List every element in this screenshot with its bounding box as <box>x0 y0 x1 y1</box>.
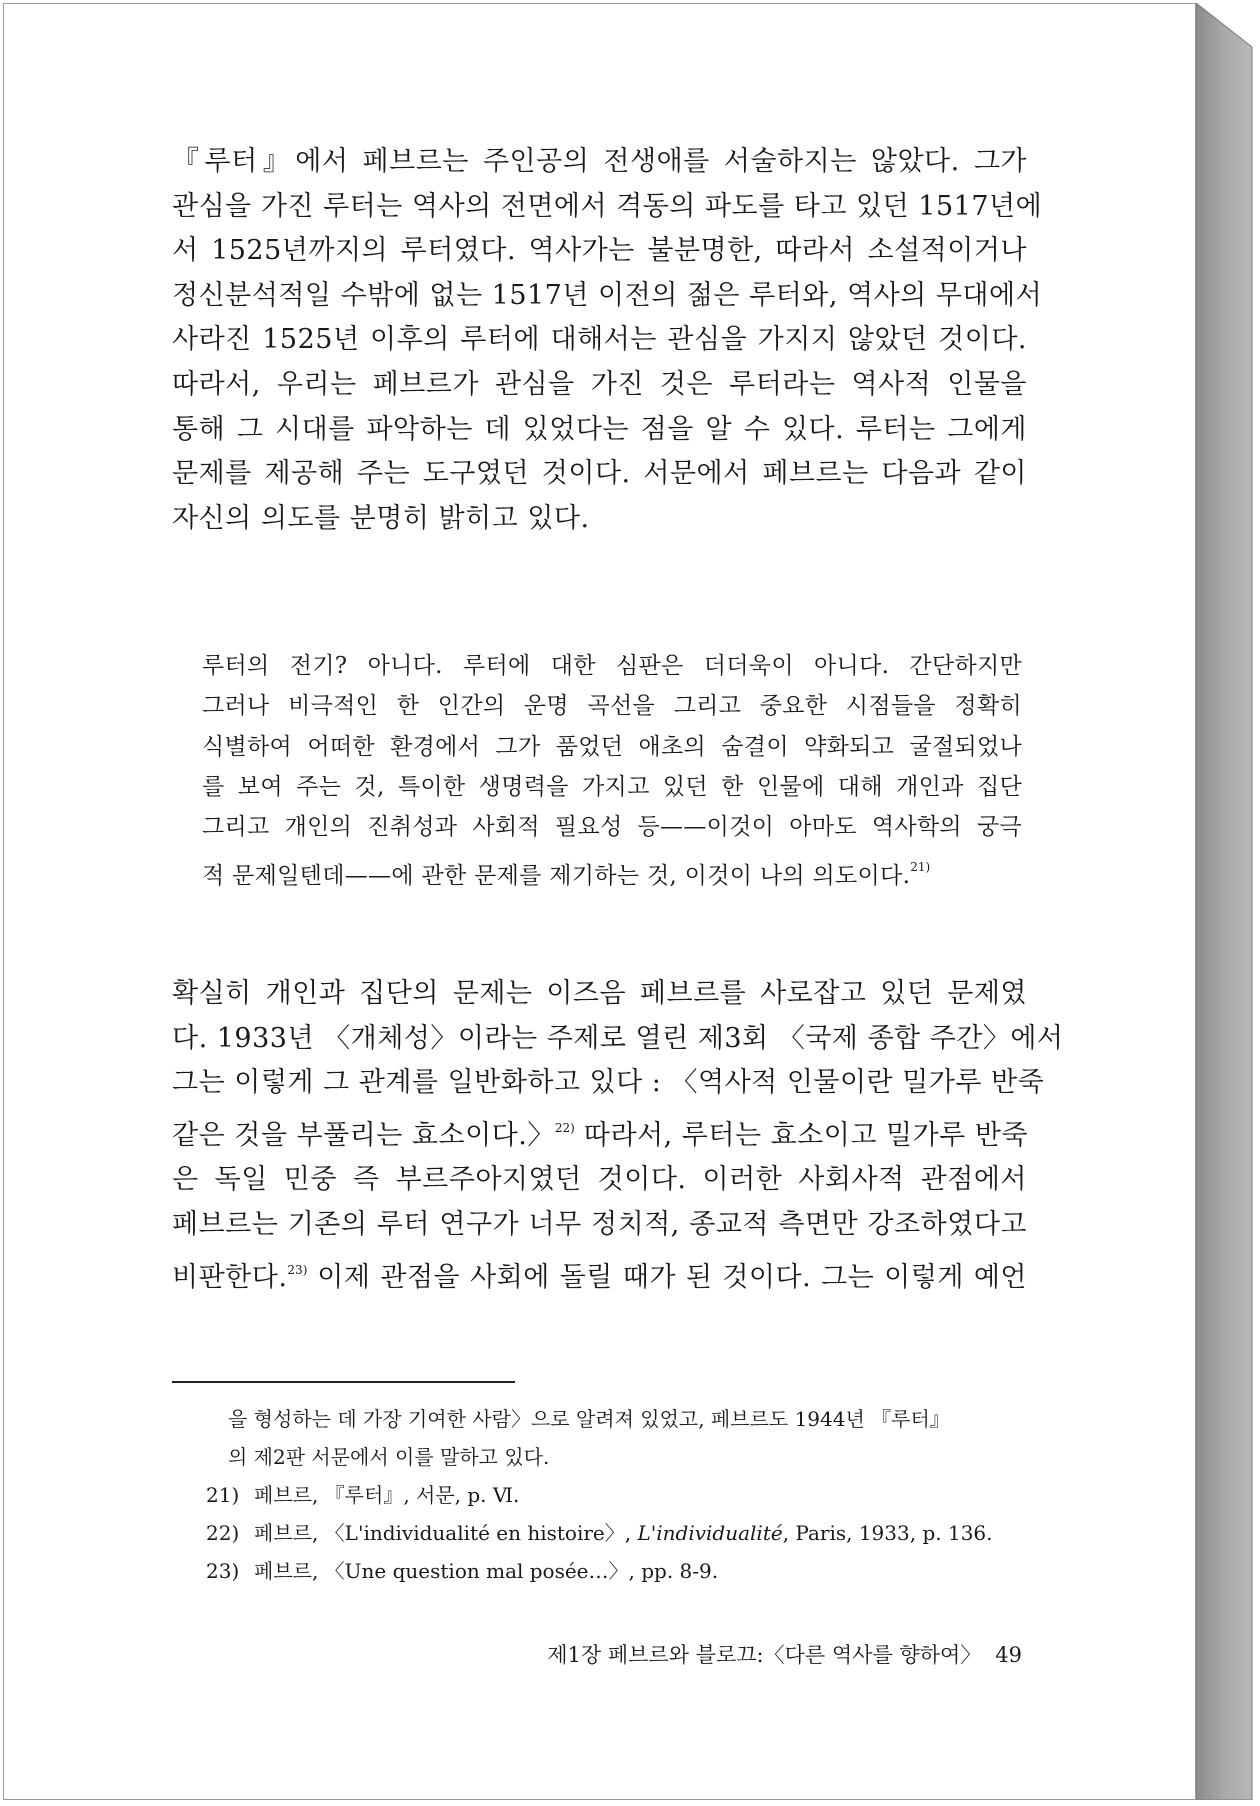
quote-line: 루터의 전기? 아니다. 루터에 대한 심판은 더더욱이 아니다. 간단하지만 <box>202 653 1022 679</box>
footnote-divider <box>172 1381 515 1383</box>
quote-line-text: 적 문제일텐데——에 관한 문제를 제기하는 것, 이것이 나의 의도이다. <box>202 863 911 890</box>
quote-line: 그리고 개인의 진취성과 사회적 필요성 등——이것이 아마도 역사학의 궁극 <box>202 814 1022 841</box>
book-page-edge <box>1196 3 1256 1800</box>
footnote-ref-22: 22) <box>554 1120 575 1135</box>
text-line <box>172 1248 1027 1301</box>
footnotes <box>206 1400 1026 1590</box>
footnote-text: 페브르, 『루터』, 서문, p. Ⅵ. <box>254 1483 520 1507</box>
footnote-21 <box>206 1476 1026 1514</box>
quote-line-last <box>202 847 1022 896</box>
text-line: 페브르는 기존의 루터 연구가 너무 정치적, 종교적 측면만 강조하였다고 <box>172 1208 1027 1240</box>
text-segment: 같은 것을 부풀리는 효소이다.〉 <box>172 1119 555 1151</box>
footnote-ref-21: 21) <box>910 860 931 875</box>
body-paragraph-1 <box>172 140 1043 541</box>
text-line: 자신의 의도를 분명히 밝히고 있다. <box>172 502 590 534</box>
text-line: 『루터』에서 페브르는 주인공의 전생애를 서술하지는 않았다. 그가 <box>172 146 1027 177</box>
text-line: 은 독일 민중 즉 부르주아지였던 것이다. 이러한 사회사적 관점에서 <box>172 1164 1027 1196</box>
page-number: 49 <box>995 1643 1022 1667</box>
text-line: 따라서, 우리는 페브르가 관심을 가진 것은 루터라는 역사적 인물을 <box>172 368 1027 400</box>
footnote-continuation: 의 제2판 서문에서 이를 말하고 있다. <box>228 1445 550 1469</box>
text-line: 서 1525년까지의 루터였다. 역사가는 불분명한, 따라서 소설적이거나 <box>172 235 1027 267</box>
quote-line: 를 보여 주는 것, 특이한 생명력을 가지고 있던 한 인물에 대해 개인과 집단 <box>202 773 1022 800</box>
text-line: 확실히 개인과 집단의 문제는 이즈음 페브르를 사로잡고 있던 문제였 <box>172 978 1027 1009</box>
text-line: 그는 이렇게 그 관계를 일반화하고 있다 : 〈역사적 인물이란 밀가루 반죽 <box>172 1067 1045 1099</box>
footnote-number: 23) <box>206 1559 240 1583</box>
footnote-23 <box>206 1552 1026 1590</box>
text-line: 문제를 제공해 주는 도구였던 것이다. 서문에서 페브르는 다음과 같이 <box>172 458 1027 490</box>
chapter-title: 제1장 페브르와 블로끄:〈다른 역사를 향하여〉 <box>547 1643 982 1667</box>
footnote-22 <box>206 1514 1026 1552</box>
text-segment: 이제 관점을 사회에 돌릴 때가 된 것이다. 그는 이렇게 예언 <box>307 1261 1027 1293</box>
book-page <box>3 3 1196 1800</box>
page-edge-graphic <box>1196 3 1256 1800</box>
running-footer <box>492 1639 1022 1669</box>
footnote-text: 페브르, 〈L'individualité en histoire〉, <box>254 1521 638 1545</box>
footnote-text: , Paris, 1933, p. 136. <box>782 1521 993 1545</box>
footnote-number: 22) <box>206 1521 240 1545</box>
text-segment: 따라서, 루터는 효소이고 밀가루 반죽 <box>574 1119 1029 1151</box>
footnote-text: 페브르, 〈Une question mal posée…〉, pp. 8-9. <box>254 1559 719 1583</box>
text-line: 통해 그 시대를 파악하는 데 있었다는 점을 알 수 있다. 루터는 그에게 <box>172 413 1027 445</box>
body-paragraph-2 <box>172 972 1064 1300</box>
text-line: 관심을 가진 루터는 역사의 전면에서 격동의 파도를 타고 있던 1517년에 <box>172 190 1043 222</box>
text-line: 다. 1933년 〈개체성〉이라는 주제로 열린 제3회 〈국제 종합 주간〉에서 <box>172 1022 1064 1054</box>
footnote-number: 21) <box>206 1483 240 1507</box>
footnote-ref-23: 23) <box>287 1262 308 1277</box>
text-segment: 비판한다. <box>172 1261 288 1293</box>
text-line: 사라진 1525년 이후의 루터에 대해서는 관심을 가지지 않았던 것이다. <box>172 324 1027 356</box>
quote-line: 그러나 비극적인 한 인간의 운명 곡선을 그리고 중요한 시점들을 정확히 <box>202 693 1022 720</box>
block-quote <box>202 646 1022 897</box>
text-line <box>172 1106 1027 1159</box>
footnote-title-italic: L'individualité <box>637 1521 783 1545</box>
footnote-continuation: 을 형성하는 데 가장 기여한 사람〉으로 알려져 있었고, 페브르도 1944년 『루터』 <box>228 1407 950 1431</box>
text-line: 정신분석적일 수밖에 없는 1517년 이전의 젊은 루터와, 역사의 무대에서 <box>172 279 1043 311</box>
quote-line: 식별하여 어떠한 환경에서 그가 품었던 애초의 숨결이 약화되고 굴절되었나 <box>202 733 1022 760</box>
